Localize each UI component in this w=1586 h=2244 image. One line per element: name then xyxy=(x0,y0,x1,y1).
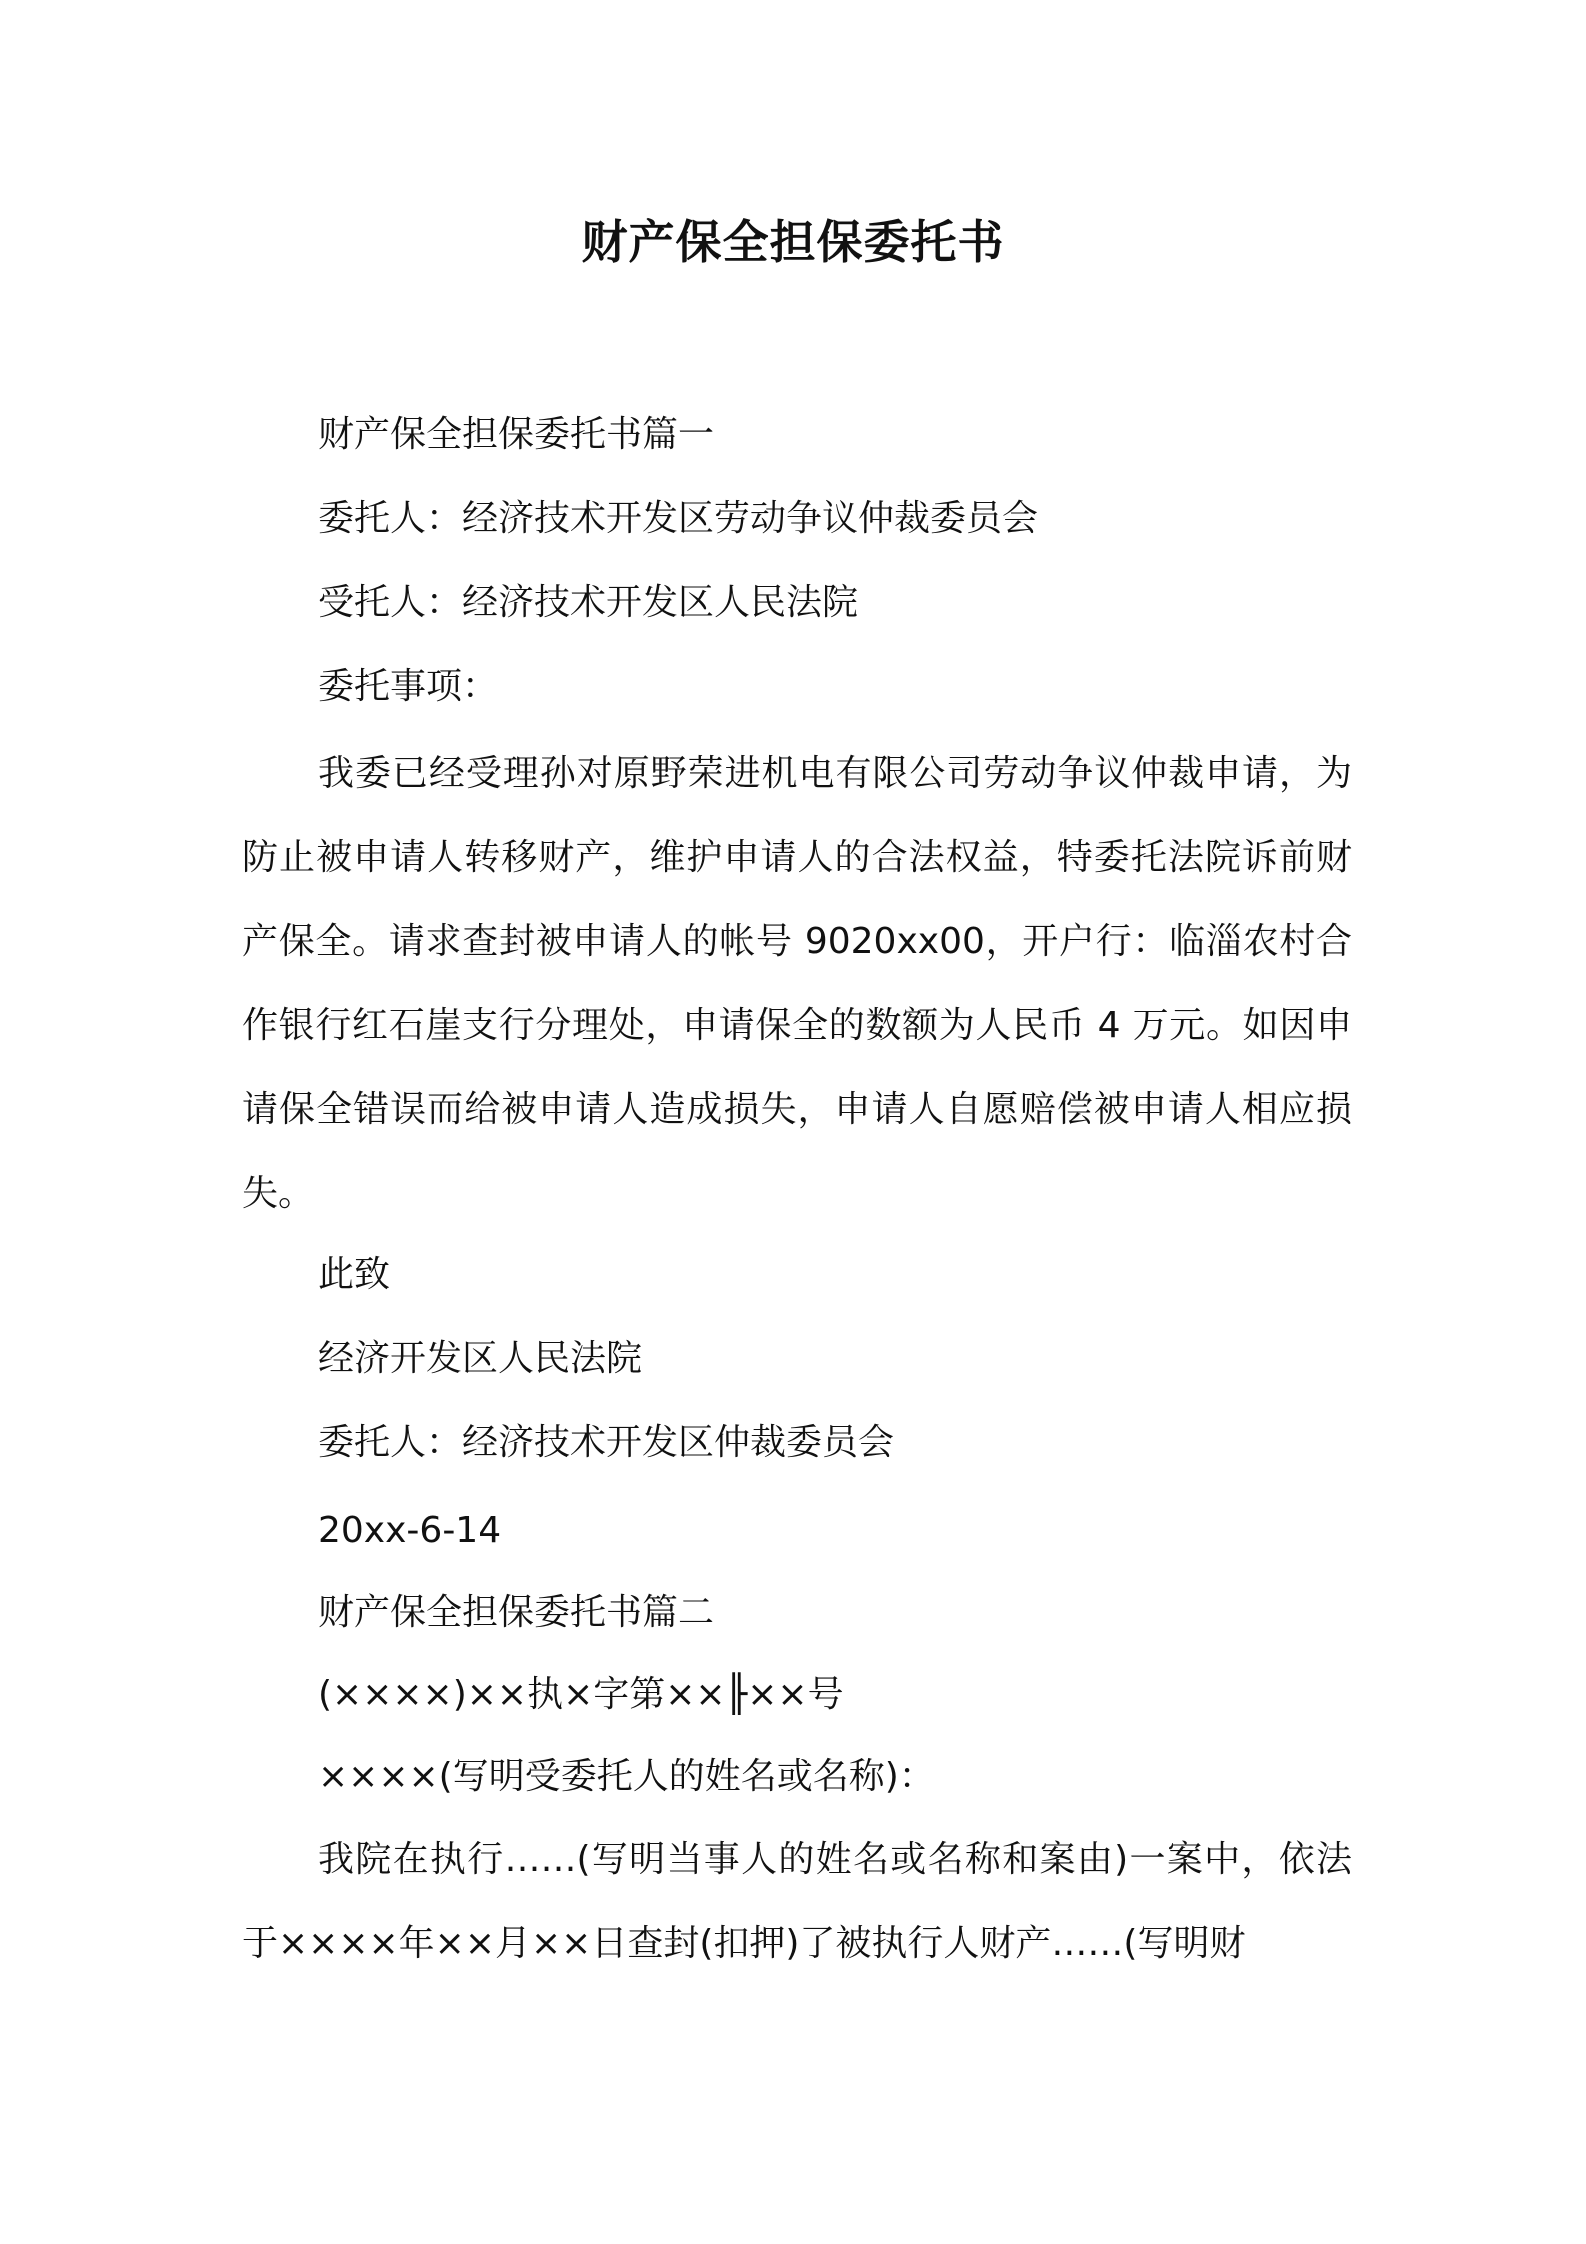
document-title: 财产保全担保委托书 xyxy=(581,215,1005,269)
section1-body: 我委已经受理孙对原野荣进机电有限公司劳动争议仲裁申请，为防止被申请人转移财产，维护申请人的合法权益，特委托法院诉前财产保全。请求查封被申请人的帐号 9020xx00，开户行：临淄农村合作银行红石崖支行分理处，申请保全的数额为人民币 4 万元。如因申请保全错误而给被申请人造成损失，申请人自愿赔偿被申请人相应损失。 xyxy=(242,753,1352,1214)
recipient-line: 经济开发区人民法院 xyxy=(318,1338,643,1379)
principal-line: 委托人：经济技术开发区劳动争议仲裁委员会 xyxy=(318,498,1039,539)
section1-heading: 财产保全担保委托书篇一 xyxy=(318,414,715,455)
section2-body: 我院在执行……(写明当事人的姓名或名称和案由)一案中，依法于××××年××月××日查封(扣押)了被执行人财产……(写明财 xyxy=(242,1839,1352,1964)
matters-label: 委托事项： xyxy=(318,666,499,707)
addressee-line: ××××(写明受委托人的姓名或名称)： xyxy=(318,1756,935,1797)
signature-line: 委托人：经济技术开发区仲裁委员会 xyxy=(318,1422,895,1463)
section2-heading: 财产保全担保委托书篇二 xyxy=(318,1592,715,1633)
date-line: 20xx-6-14 xyxy=(318,1510,502,1551)
agent-line: 受托人：经济技术开发区人民法院 xyxy=(318,582,859,623)
case-number-line: (××××)××执×字第××╟××号 xyxy=(318,1674,844,1715)
closing-line: 此致 xyxy=(318,1254,391,1295)
